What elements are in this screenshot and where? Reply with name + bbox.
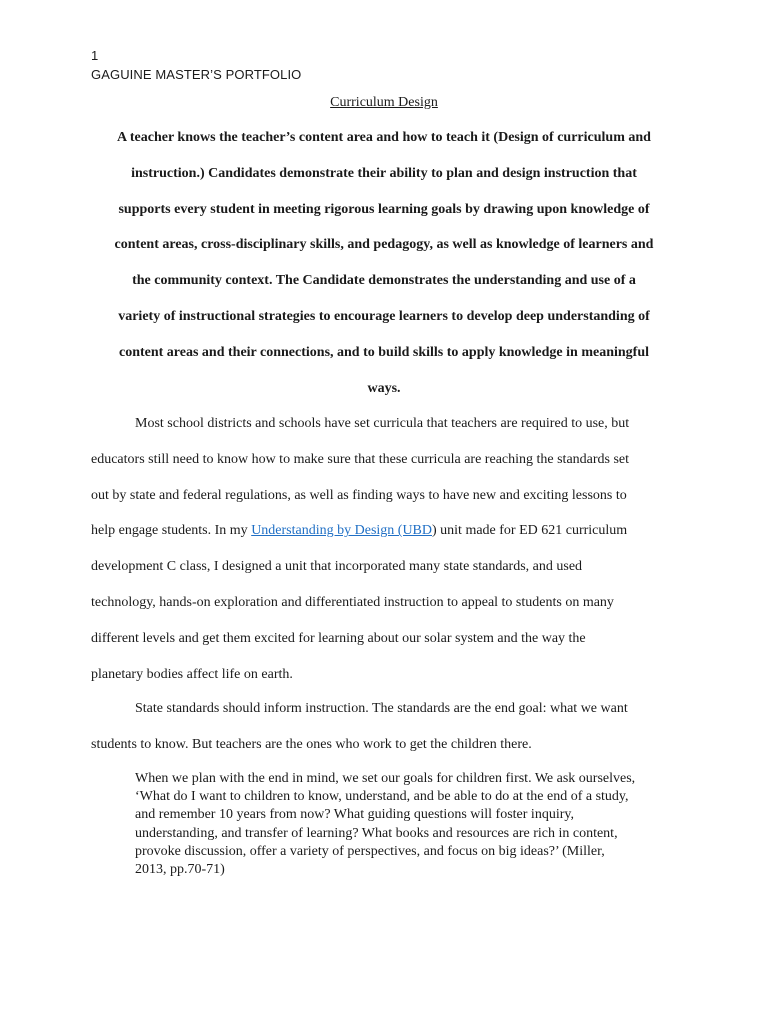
page-number: 1 [91,48,99,63]
paragraph-line: educators still need to know how to make sure that these curricula are reaching the standards set [91,451,630,467]
paragraph-line: technology, hands-on exploration and differentiated instruction to appeal to students on many [91,594,614,610]
paragraph-line: different levels and get them excited for learning about our solar system and the way the [91,630,586,646]
standard-line: ways. [367,380,401,396]
paragraph-line: development C class, I designed a unit that incorporated many state standards, and used [91,559,583,575]
paragraph-line: students to know. But teachers are the ones who work to get the children there. [91,736,532,752]
paragraph-line: Most school districts and schools have set curricula that teachers are required to use, but [135,416,630,431]
standard-line: instruction.) Candidates demonstrate their ability to plan and design instruction that [131,165,637,181]
standard-line: variety of instructional strategies to encourage learners to develop deep understanding of [118,308,650,324]
document-title: Curriculum Design [330,95,438,110]
quote-line: When we plan with the end in mind, we set our goals for children first. We ask ourselves, [135,771,636,786]
paragraph-line: State standards should inform instruction. The standards are the end goal: what we want [135,701,628,716]
paragraph-line-with-link [91,519,691,555]
quote-line: provoke discussion, offer a variety of perspectives, and focus on big ideas?’ (Miller, [135,843,605,859]
body-paragraph-1 [91,412,691,698]
standard-statement [0,126,768,412]
ubd-unit-link[interactable]: Understanding by Design (UBD [251,523,432,539]
standard-line: supports every student in meeting rigorous learning goals by drawing upon knowledge of [118,201,650,217]
quote-line: and remember 10 years from now? What guiding questions will foster inquiry, [135,807,574,823]
body-paragraph-2 [91,697,691,769]
quote-line: understanding, and transfer of learning? What books and resources are rich in content, [135,825,618,841]
paragraph-text-segment: ) unit made for ED 621 curriculum [432,523,628,539]
quote-line: 2013, pp.70-71) [135,861,225,877]
portfolio-header-title: GAGUINE MASTER’S PORTFOLIO [91,67,302,82]
standard-line: content areas and their connections, and to build skills to apply knowledge in meaningful [118,344,650,360]
quote-line: ‘What do I want to children to know, understand, and be able to do at the end of a study, [135,789,629,805]
block-quote [135,770,695,879]
paragraph-line: planetary bodies affect life on earth. [91,666,293,682]
standard-line: content areas, cross-disciplinary skills, and pedagogy, as well as knowledge of learners and [114,237,654,253]
standard-line: A teacher knows the teacher’s content area and how to teach it (Design of curriculum and [117,130,651,145]
standard-line: the community context. The Candidate demonstrates the understanding and use of a [132,273,636,289]
paragraph-text-segment: help engage students. In my [91,523,252,539]
paragraph-line: out by state and federal regulations, as well as finding ways to have new and exciting lessons to [91,487,627,503]
